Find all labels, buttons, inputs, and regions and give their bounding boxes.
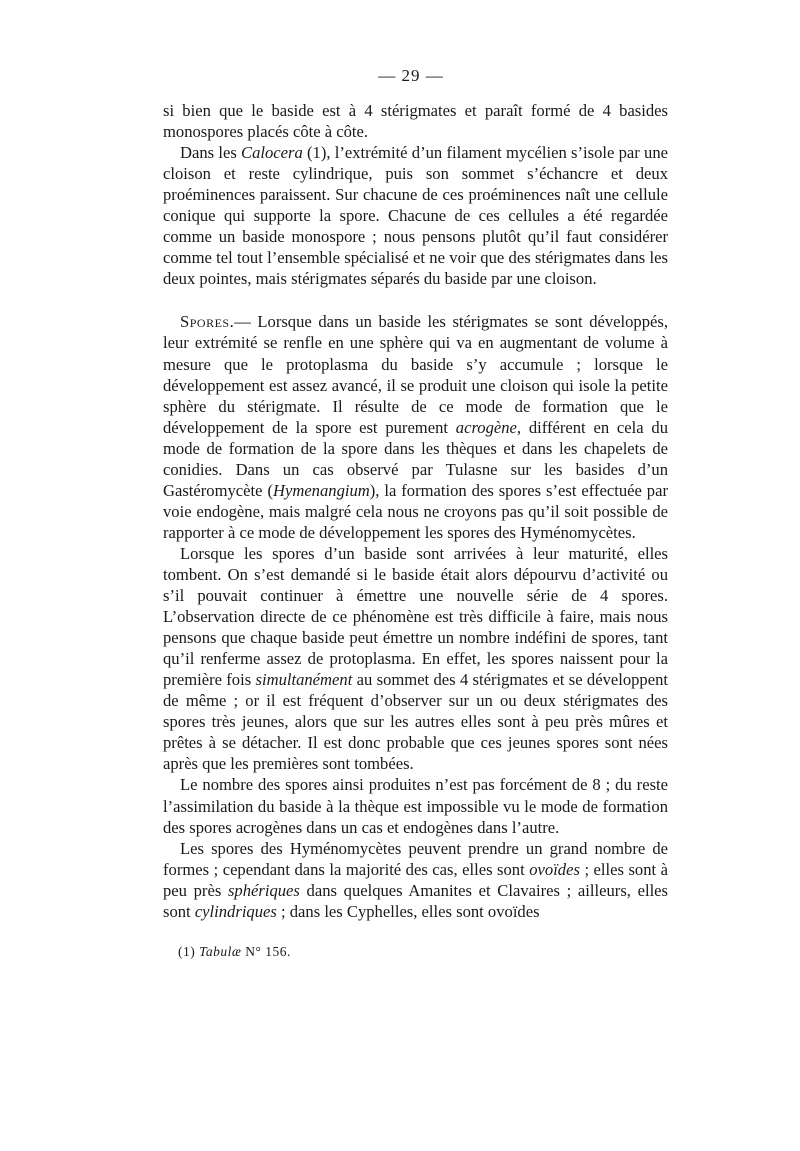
footnote-tabulae: Tabulæ xyxy=(199,944,242,959)
paragraph-2 xyxy=(163,142,668,289)
paragraph-6 xyxy=(163,838,668,922)
term-ovoides: ovoïdes xyxy=(529,859,580,879)
paragraph-6-text-d: ; dans les Cyphelles, elles sont ovoïdes xyxy=(276,901,540,921)
term-acrogene: acrogène xyxy=(455,417,517,437)
term-hymenangium: Hymenangium xyxy=(272,480,370,500)
paragraph-spores xyxy=(163,311,668,543)
paragraph-4-text-a: Lorsque les spores d’un baside sont arrivées à leur maturité, elles tombent. On s’est demandé si le baside était alors dépourvu d’activité ou s’il pouvait continuer à émettre une nouvelle série de 4 spores. L’observation directe de ce phénomène est très difficile à faire, mais nous pensons que chaque baside peut émettre un nombre indéfini de spores, tant qu’il renferme assez de protoplasma. En effet, les spores naissent pour la première fois xyxy=(163,543,668,690)
paragraph-1-text: si bien que le baside est à 4 stérigmates et paraît formé de 4 basides monospores placés côte à côte. xyxy=(163,101,668,142)
term-cylindriques: cylindriques xyxy=(194,901,277,921)
paragraph-3-text-c: ), la formation des spores s’est effectuée par voie endogène, mais malgré cela nous ne croyons pas qu’il soit possible de rapporter à ce mode de développement les spores des Hyménomycètes. xyxy=(163,480,668,542)
term-spheriques: sphériques xyxy=(227,880,300,900)
paragraph-5-text: Le nombre des spores ainsi produites n’est pas forcément de 8 ; du reste l’assimilation du baside à la thèque est impossible vu le mode de formation des spores acrogènes dans un cas et endogènes dans l’autre. xyxy=(163,775,668,837)
paragraph-4 xyxy=(163,543,668,775)
section-heading-spores: Spores. xyxy=(180,312,235,332)
paragraph-2-text-b: (1), l’extrémité d’un filament mycélien s’isole par une cloison et reste cylindrique, puis son sommet s’échancre et deux proéminences paraissent. Sur chacune de ces proéminences naît une cellule conique qui supporte la spore. Chacune de ces cellules a été regardée comme un baside monospore ; nous pensons plutôt qu’il faut considérer comme tel tout l’ensemble spécialisé et ne voir que des stérigmates dans les deux pointes, mais stérigmates séparés du baside par une cloison. xyxy=(163,143,668,289)
paragraph-6-text-c: dans quelques Amanites et Clavaires ; ailleurs, elles sont xyxy=(163,880,669,921)
paragraph-1 xyxy=(163,100,668,142)
footnote xyxy=(178,944,291,960)
footnote-mark: (1) xyxy=(178,944,200,959)
paragraph-6-text-b: ; elles sont à peu près xyxy=(163,859,669,900)
body-text xyxy=(163,100,668,922)
term-simultanement: simultanément xyxy=(255,670,353,690)
paragraph-2-text-a: Dans les xyxy=(180,143,242,163)
paragraph-4-text-b: au sommet des 4 stérigmates et se développent de même ; or il est fréquent d’observer sur un ou deux stérigmates des spores très jeunes, alors que sur les autres elles sont à peu près mûres et prêtes à se détacher. Il est donc probable que ces jeunes spores sont nées après que les premières sont tombées. xyxy=(163,670,669,774)
paragraph-3-text-a: — Lorsque dans un baside les stérigmates se sont développés, leur extrémité se renfle en une sphère qui va en augmentant de volume à mesure que le protoplasma du baside s’y accumule ; lorsque le développement est assez avancé, il se produit une cloison qui isole la petite sphère du stérigmate. Il résulte de ce mode de formation que le développement de la spore est purement xyxy=(163,312,668,437)
term-calocera: Calocera xyxy=(241,143,303,163)
page-number: — 29 — xyxy=(378,66,444,85)
footnote-reference: N° 156. xyxy=(241,944,291,959)
paragraph-3-text-b: , différent en cela du mode de formation de la spore dans les thèques et dans les chapelets de conidies. Dans un cas observé par Tulasne sur les basides d’un Gastéromycète ( xyxy=(163,417,668,500)
paragraph-5 xyxy=(163,774,668,837)
paragraph-6-text-a: Les spores des Hyménomycètes peuvent prendre un grand nombre de formes ; cependant dans la majorité des cas, elles sont xyxy=(163,838,668,879)
